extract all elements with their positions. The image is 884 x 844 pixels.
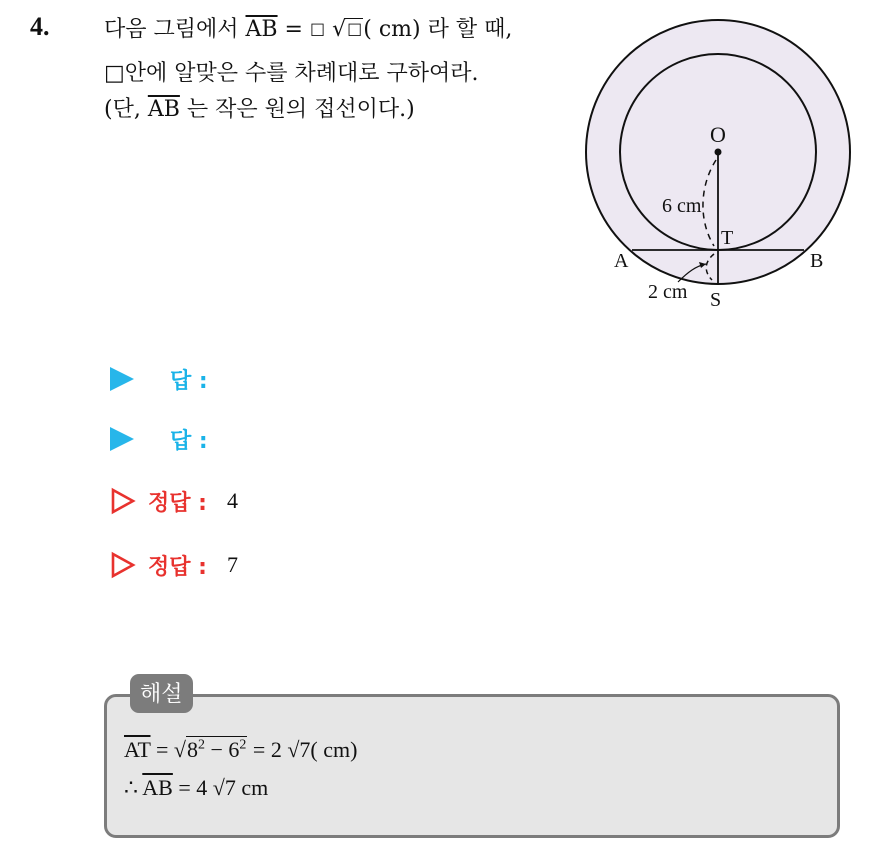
- play-triangle-icon: [110, 427, 134, 451]
- segment-ab: $\overline{AB}$: [245, 17, 278, 42]
- answer-row-2: [110, 422, 228, 456]
- question-line-2: □안에 알맞은 수를 차례대로 구하여라.: [104, 61, 479, 86]
- equals-sign: =: [277, 17, 310, 42]
- correct-answer-value: 7: [226, 552, 238, 577]
- equals-sign: =: [150, 737, 174, 762]
- label-a: A: [614, 250, 629, 272]
- correct-answer-label: 정답 :: [148, 554, 207, 580]
- question-line-3: [104, 92, 415, 123]
- therefore-symbol: ∴: [124, 775, 143, 800]
- segment-ab: $\overline{AB}$: [147, 97, 180, 122]
- play-triangle-icon: [110, 367, 134, 391]
- correct-answer-value: 4: [226, 488, 238, 513]
- blank-box: □: [309, 19, 326, 38]
- question-line-1: [104, 12, 512, 43]
- solution-tag: 해설: [130, 674, 193, 713]
- exponent-b: 2: [239, 737, 247, 753]
- circle-figure: [580, 10, 860, 315]
- solution-box: [104, 694, 840, 838]
- solution-final: = 4 √7 cm: [172, 775, 269, 800]
- outline-triangle-icon: [110, 487, 136, 515]
- answer-label: 답 :: [170, 368, 208, 394]
- correct-answer-row-2: [110, 548, 238, 582]
- solution-line-1: [124, 737, 357, 763]
- center-point-o: [715, 149, 722, 156]
- unit-text: ( cm) 라 할 때,: [363, 17, 513, 42]
- label-6cm: 6 cm: [662, 195, 702, 217]
- label-o: O: [710, 122, 726, 147]
- correct-answer-row-1: [110, 484, 238, 518]
- answer-label: 답 :: [170, 428, 208, 454]
- correct-answer-label: 정답 :: [148, 490, 207, 516]
- minus-sign: −: [205, 737, 229, 762]
- radicand-a: 8: [187, 737, 198, 762]
- segment-at: $\overline{AT}$: [124, 737, 151, 762]
- sqrt-symbol: √: [173, 737, 186, 762]
- sqrt-symbol: √: [332, 17, 347, 42]
- radicand-b: 6: [228, 737, 240, 762]
- label-s: S: [710, 289, 722, 311]
- note-prefix: (단,: [104, 97, 148, 122]
- exponent-a: 2: [198, 737, 205, 753]
- question-number: 4.: [30, 12, 50, 41]
- radicand: [186, 736, 247, 762]
- label-b: B: [810, 250, 824, 272]
- label-t: T: [721, 227, 734, 249]
- blank-box-radicand: □: [347, 19, 363, 38]
- question-text: 다음 그림에서: [104, 17, 246, 42]
- label-2cm: 2 cm: [648, 281, 688, 303]
- answer-row-1: [110, 362, 228, 396]
- outline-triangle-icon: [110, 551, 136, 579]
- segment-ab: $\overline{AB}$: [142, 775, 173, 800]
- note-suffix: 는 작은 원의 접선이다.): [179, 97, 415, 122]
- solution-line-2: [124, 775, 268, 801]
- solution-result: = 2 √7( cm): [247, 737, 358, 762]
